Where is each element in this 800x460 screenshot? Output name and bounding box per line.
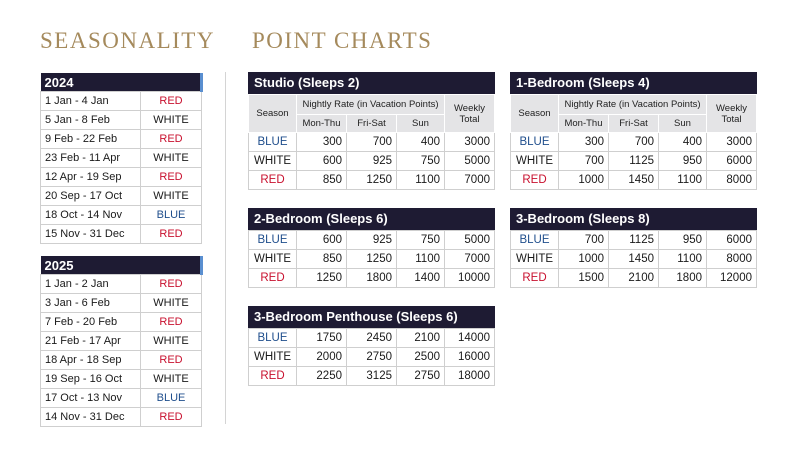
season-row	[41, 111, 202, 130]
weekly-value: 3000	[445, 133, 495, 152]
point-charts-heading: POINT CHARTS	[252, 28, 433, 53]
season-row	[41, 408, 202, 427]
mon-thu-value: 1000	[559, 250, 609, 269]
date-range: 15 Nov - 31 Dec	[41, 225, 141, 244]
season-label: BLUE	[249, 329, 297, 348]
date-range: 1 Jan - 2 Jan	[41, 275, 141, 294]
season-label: RED	[141, 168, 202, 187]
fri-sat-value: 2450	[347, 329, 397, 348]
chart-title: Studio (Sleeps 2)	[248, 72, 495, 94]
rate-row	[249, 250, 495, 269]
point-chart-3-bedroom	[510, 208, 757, 288]
weekly-value: 6000	[707, 231, 757, 250]
season-row	[41, 370, 202, 389]
season-label: WHITE	[141, 149, 202, 168]
season-label: WHITE	[511, 152, 559, 171]
season-row	[41, 275, 202, 294]
column-divider	[225, 72, 226, 424]
rate-row	[511, 133, 757, 152]
season-row	[41, 92, 202, 111]
mon-thu-value: 850	[297, 250, 347, 269]
mon-thu-value: 300	[297, 133, 347, 152]
mon-thu-value: 850	[297, 171, 347, 190]
mon-thu-value: 700	[559, 231, 609, 250]
nightly-rate-header: Nightly Rate (in Vacation Points)	[297, 95, 445, 115]
chart-title: 2-Bedroom (Sleeps 6)	[248, 208, 495, 230]
season-label: RED	[141, 130, 202, 149]
weekly-value: 14000	[445, 329, 495, 348]
date-range: 5 Jan - 8 Feb	[41, 111, 141, 130]
fri-sat-value: 1250	[347, 171, 397, 190]
date-range: 18 Apr - 18 Sep	[41, 351, 141, 370]
fri-sat-header: Fri-Sat	[347, 115, 397, 133]
sun-value: 1100	[397, 171, 445, 190]
fri-sat-value: 2750	[347, 348, 397, 367]
season-label: RED	[249, 171, 297, 190]
rate-row	[511, 250, 757, 269]
year-header: 2025	[41, 256, 202, 275]
season-row	[41, 332, 202, 351]
rate-row	[249, 133, 495, 152]
weekly-value: 8000	[707, 250, 757, 269]
season-label: BLUE	[511, 133, 559, 152]
season-label: BLUE	[511, 231, 559, 250]
weekly-value: 8000	[707, 171, 757, 190]
fri-sat-value: 2100	[609, 269, 659, 288]
weekly-value: 16000	[445, 348, 495, 367]
rate-row	[249, 348, 495, 367]
season-label: RED	[141, 275, 202, 294]
sun-value: 1400	[397, 269, 445, 288]
fri-sat-value: 1250	[347, 250, 397, 269]
season-label: RED	[141, 351, 202, 370]
season-row	[41, 206, 202, 225]
sun-value: 400	[397, 133, 445, 152]
season-label: WHITE	[141, 294, 202, 313]
point-chart-3-bedroom-penthouse	[248, 306, 495, 386]
season-label: RED	[511, 171, 559, 190]
season-label: RED	[141, 408, 202, 427]
mon-thu-value: 1500	[559, 269, 609, 288]
mon-thu-value: 1250	[297, 269, 347, 288]
season-label: WHITE	[249, 250, 297, 269]
chart-title: 3-Bedroom (Sleeps 8)	[510, 208, 757, 230]
sun-value: 2750	[397, 367, 445, 386]
fri-sat-value: 3125	[347, 367, 397, 386]
weekly-value: 7000	[445, 250, 495, 269]
weekly-value: 5000	[445, 152, 495, 171]
fri-sat-value: 1125	[609, 231, 659, 250]
season-column-header: Season	[511, 95, 559, 133]
mon-thu-value: 300	[559, 133, 609, 152]
season-row	[41, 351, 202, 370]
mon-thu-value: 700	[559, 152, 609, 171]
date-range: 12 Apr - 19 Sep	[41, 168, 141, 187]
seasonality-heading: SEASONALITY	[40, 28, 215, 53]
seasonality-table-2024	[40, 73, 203, 244]
rate-row	[249, 231, 495, 250]
sun-value: 1800	[659, 269, 707, 288]
mon-thu-value: 600	[297, 152, 347, 171]
rate-row	[249, 269, 495, 288]
sun-value: 2100	[397, 329, 445, 348]
sun-header: Sun	[659, 115, 707, 133]
season-label: RED	[141, 313, 202, 332]
sun-value: 750	[397, 231, 445, 250]
mon-thu-value: 2250	[297, 367, 347, 386]
fri-sat-value: 925	[347, 231, 397, 250]
mon-thu-value: 600	[297, 231, 347, 250]
year-header: 2024	[41, 73, 202, 92]
date-range: 14 Nov - 31 Dec	[41, 408, 141, 427]
point-chart-2-bedroom	[248, 208, 495, 288]
sun-value: 950	[659, 231, 707, 250]
date-range: 23 Feb - 11 Apr	[41, 149, 141, 168]
sun-value: 1100	[659, 171, 707, 190]
mon-thu-header: Mon-Thu	[559, 115, 609, 133]
point-chart-studio	[248, 72, 495, 190]
season-label: RED	[249, 367, 297, 386]
rate-row	[511, 171, 757, 190]
season-row	[41, 187, 202, 206]
chart-title: 1-Bedroom (Sleeps 4)	[510, 72, 757, 94]
sun-value: 2500	[397, 348, 445, 367]
rate-row	[249, 171, 495, 190]
season-label: BLUE	[249, 133, 297, 152]
sun-value: 400	[659, 133, 707, 152]
season-label: BLUE	[141, 389, 202, 408]
chart-title: 3-Bedroom Penthouse (Sleeps 6)	[248, 306, 495, 328]
weekly-value: 3000	[707, 133, 757, 152]
sun-value: 950	[659, 152, 707, 171]
season-label: BLUE	[249, 231, 297, 250]
fri-sat-value: 700	[609, 133, 659, 152]
weekly-value: 18000	[445, 367, 495, 386]
season-row	[41, 294, 202, 313]
season-column-header: Season	[249, 95, 297, 133]
weekly-value: 7000	[445, 171, 495, 190]
date-range: 20 Sep - 17 Oct	[41, 187, 141, 206]
season-label: WHITE	[249, 152, 297, 171]
date-range: 3 Jan - 6 Feb	[41, 294, 141, 313]
fri-sat-value: 700	[347, 133, 397, 152]
fri-sat-value: 925	[347, 152, 397, 171]
date-range: 9 Feb - 22 Feb	[41, 130, 141, 149]
rate-row	[511, 152, 757, 171]
season-row	[41, 168, 202, 187]
season-label: WHITE	[249, 348, 297, 367]
mon-thu-header: Mon-Thu	[297, 115, 347, 133]
date-range: 18 Oct - 14 Nov	[41, 206, 141, 225]
rate-row	[249, 367, 495, 386]
seasonality-table-2025	[40, 256, 203, 427]
season-row	[41, 389, 202, 408]
season-label: RED	[141, 92, 202, 111]
season-label: WHITE	[141, 370, 202, 389]
sun-header: Sun	[397, 115, 445, 133]
season-label: WHITE	[141, 332, 202, 351]
date-range: 21 Feb - 17 Apr	[41, 332, 141, 351]
mon-thu-value: 1000	[559, 171, 609, 190]
season-label: RED	[141, 225, 202, 244]
rate-row	[511, 269, 757, 288]
point-chart-1-bedroom	[510, 72, 757, 190]
season-label: RED	[249, 269, 297, 288]
season-label: WHITE	[511, 250, 559, 269]
nightly-rate-header: Nightly Rate (in Vacation Points)	[559, 95, 707, 115]
season-label: RED	[511, 269, 559, 288]
season-label: WHITE	[141, 187, 202, 206]
date-range: 1 Jan - 4 Jan	[41, 92, 141, 111]
season-row	[41, 130, 202, 149]
season-row	[41, 313, 202, 332]
fri-sat-value: 1125	[609, 152, 659, 171]
date-range: 19 Sep - 16 Oct	[41, 370, 141, 389]
mon-thu-value: 1750	[297, 329, 347, 348]
date-range: 7 Feb - 20 Feb	[41, 313, 141, 332]
sun-value: 750	[397, 152, 445, 171]
rate-row	[249, 329, 495, 348]
sun-value: 1100	[397, 250, 445, 269]
season-label: WHITE	[141, 111, 202, 130]
season-row	[41, 225, 202, 244]
season-label: BLUE	[141, 206, 202, 225]
weekly-value: 10000	[445, 269, 495, 288]
season-row	[41, 149, 202, 168]
fri-sat-header: Fri-Sat	[609, 115, 659, 133]
weekly-value: 6000	[707, 152, 757, 171]
sun-value: 1100	[659, 250, 707, 269]
rate-row	[511, 231, 757, 250]
weekly-total-header: Weekly Total	[707, 95, 757, 133]
weekly-value: 5000	[445, 231, 495, 250]
fri-sat-value: 1800	[347, 269, 397, 288]
weekly-value: 12000	[707, 269, 757, 288]
date-range: 17 Oct - 13 Nov	[41, 389, 141, 408]
weekly-total-header: Weekly Total	[445, 95, 495, 133]
fri-sat-value: 1450	[609, 171, 659, 190]
mon-thu-value: 2000	[297, 348, 347, 367]
rate-row	[249, 152, 495, 171]
fri-sat-value: 1450	[609, 250, 659, 269]
